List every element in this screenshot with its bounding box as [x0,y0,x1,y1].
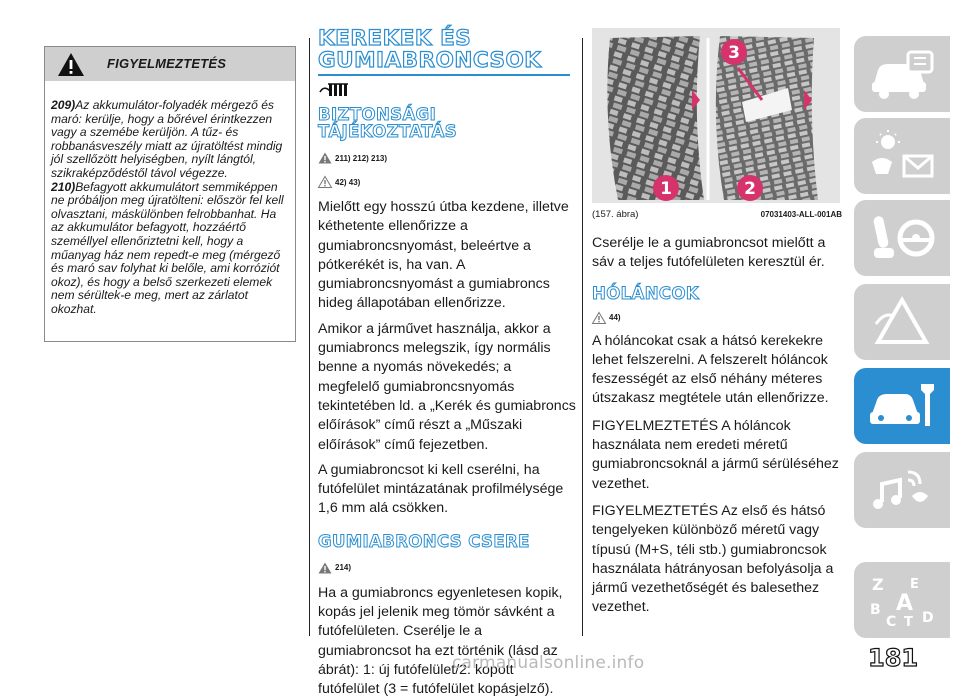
reference-note [318,148,576,168]
multimedia-icon [868,462,938,518]
seat-steering-icon [868,210,938,266]
reference-note [318,172,576,192]
index-letter: D [922,610,934,626]
tire-tread-illustration [592,28,840,203]
nav-tab-instruments[interactable] [854,118,950,194]
dashboard-lights-icon [868,128,938,184]
page-number: 181 [868,644,919,672]
index-letter: B [870,602,881,618]
section-title-underline [318,74,570,76]
warning-header [45,47,295,81]
warning-triangle-icon [318,562,332,574]
safety-title [318,106,576,140]
paragraph: A hóláncokat csak a hátsó kerekekre lehet felszerelni. A felszerelt hóláncok feszességét az első néhány méteres útszakasz megtétele után ellenőrizze. [592,332,829,407]
safety-title-line: TÁJÉKOZTATÁS [318,122,458,141]
nav-tab-safety[interactable] [854,284,950,360]
right-column [592,28,842,618]
warning-item-number: 209) [51,98,76,112]
section-title-line: GUMIABRONCSOK [318,48,542,73]
safety-title-line: BIZTONSÁGI [318,105,437,124]
figure-number: (157. ábra) [592,209,639,220]
reference-note [592,308,842,328]
column-divider [582,38,583,636]
nav-tab-maintenance[interactable] [854,368,950,444]
nav-tab-index[interactable] [854,562,950,638]
watermark: carmanualsonline.info [452,653,645,673]
snow-chains-title: HÓLÁNCOK [592,283,700,303]
warning-triangle-icon [868,294,938,350]
nav-tab-getting-to-know[interactable] [854,200,950,276]
figure-label-1: 1 [660,179,672,199]
paragraph: Ha a gumiabroncs egyenletesen kopik, kopás jel jelenik meg tömör sávként a futófelületen. Cserélje le a gumiabroncsot ha ezt történik (lásd az ábrát): 1: új futófelület/2: kopott futófelület (3 = futófelület kopásjelző). [318,584,563,698]
index-letter: E [910,577,919,592]
paragraph: A gumiabroncsot ki kell cserélni, ha futófelület mintázatának profilmélysége 1,6 mm alá csökken. [318,461,564,517]
reference-note [318,558,576,578]
tire-change-title: GUMIABRONCS CSERE [318,531,530,551]
paragraph: FIGYELMEZTETÉS A hóláncok használata nem eredeti méretű gumiabroncsoknál a jármű sérüléséhez vezethet. [592,417,839,492]
warning-title: FIGYELMEZTETÉS [107,56,227,71]
index-letter: A [896,591,914,616]
nav-tab-multimedia[interactable] [854,452,950,528]
info-triangle-icon [592,312,606,324]
figure-label-3: 3 [728,43,740,63]
main-column [318,28,576,700]
paragraph: Amikor a járművet használja, akkor a gumiabroncs melegszik, így normális benne a nyomás növekedés; a megfelelő gumiabroncsnyomás tekintetében ld. a „Kerék és gumiabroncs előírások” című részt a „Műszaki előírások” című fejezetben. [318,320,576,453]
reference-numbers: 211) 212) 213) [335,153,388,163]
tire-icon [318,82,352,98]
figure-code: 07031403-ALL-001AB [760,210,842,219]
paragraph: FIGYELMEZTETÉS Az első és hátsó tengelyeken különböző méretű vagy típusú (M+S, téli stb.) gumiabroncsok használata hátrányosan befolyásolja a jármű vezethetőségét és balesethez vezethet. [592,502,834,616]
info-triangle-icon [318,176,332,188]
column-divider [309,38,310,636]
car-wrench-icon [868,378,938,434]
figure-label-2: 2 [744,179,756,199]
warning-item [51,99,289,181]
warning-item-text: Az akkumulátor-folyadék mérgező és maró: kerülje, hogy a bőrével érintkezzen vagy a szemébe kerüljön. A tűz- és robbanásveszély miatt az újratöltést mindig jól szellőzött helyiségben, nyílt lángtól, szikraképződéstől távol végezze. [51,98,283,180]
section-title [318,28,576,72]
index-letter: Z [872,575,884,594]
warning-body [45,81,295,317]
tire-tread-figure [592,28,840,203]
warning-item-text: Befagyott akkumulátort semmiképpen ne próbáljon meg újratölteni: először fel kell olvasztani, máskülönben felrobbanhat. Ha az akkumulátor befagyott, hozzáértő személlyel ellenőriztetni kell, hogy a műanyag ház nem repedt-e meg (mérgező és maró sav folyhat ki belőle, ami korróziót okoz), és hogy a belső szerkezeti elemek nem sérültek-e meg, mert az zárlatot okozhat. [51,179,284,316]
nav-tab-vehicle-info[interactable] [854,36,950,112]
paragraph: Mielőtt egy hosszú útba kezdene, illetve kéthetente ellenőrizze a gumiabroncsnyomást, beleértve a pótkerékét is, ha van. A gumiabroncsnyomást a gumiabroncs hideg állapotában ellenőrizze. [318,199,569,312]
reference-numbers: 44) [609,313,621,323]
warning-triangle-icon [57,52,85,77]
index-letter: C [886,614,897,630]
warning-item-number: 210) [51,179,76,194]
warning-item [51,181,289,317]
index-letters-icon [868,572,938,628]
car-info-icon [868,46,938,102]
reference-numbers: 42) 43) [335,177,361,187]
figure-caption [592,209,842,220]
warning-triangle-icon [318,152,332,164]
reference-numbers: 214) [335,563,352,573]
index-letter: T [904,615,913,630]
section-title-line: KEREKEK ÉS [318,26,472,51]
paragraph: Cserélje le a gumiabroncsot mielőtt a sáv a teljes futófelületen keresztül ér. [592,235,826,271]
warning-box [44,46,296,342]
